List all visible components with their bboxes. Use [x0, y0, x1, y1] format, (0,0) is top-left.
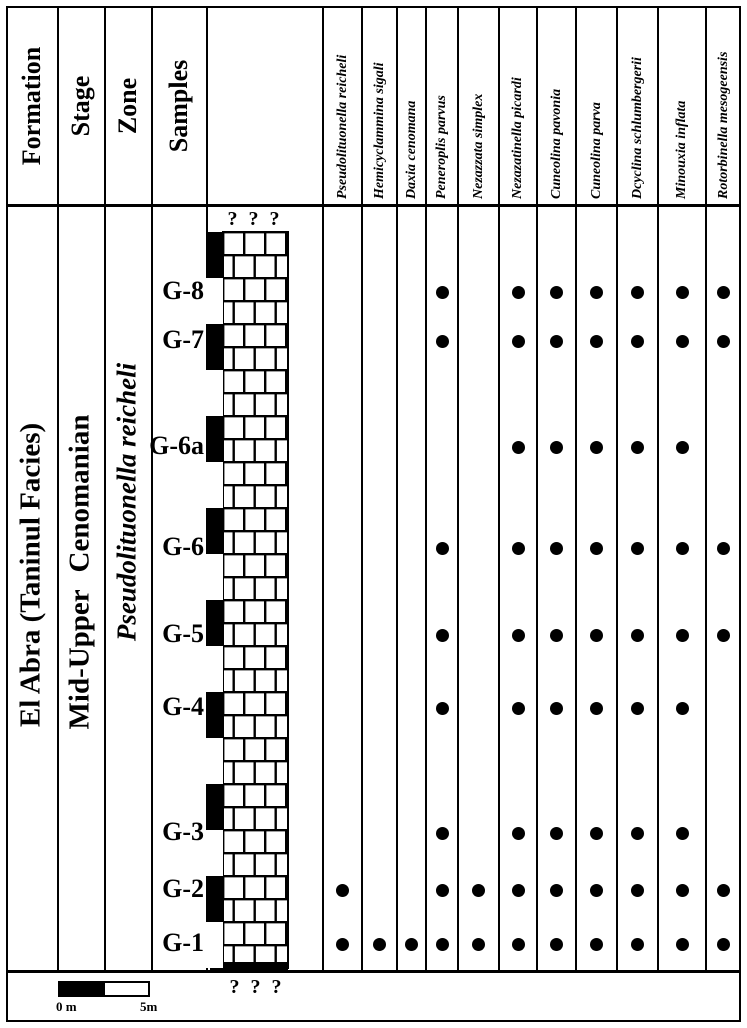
species-header-6: Nezazatinella picardi	[510, 77, 525, 199]
occurrence-dot	[590, 441, 603, 454]
sample-label-g-8: G-8	[162, 276, 204, 305]
occurrence-dot	[631, 286, 644, 299]
species-header-1: Pseudolituonella reicheli	[334, 54, 350, 199]
body-bottom-line	[7, 970, 739, 973]
sample-strip-gap	[206, 278, 223, 324]
occurrence-dot	[631, 702, 644, 715]
occurrence-dot	[676, 827, 689, 840]
species-header-8: Cuneolina parva	[588, 102, 604, 199]
species-header-4: Peneroplis parvus	[434, 95, 449, 199]
table-grid-line	[322, 8, 324, 971]
occurrence-dot	[631, 629, 644, 642]
table-grid-line	[616, 8, 618, 971]
occurrence-dot	[717, 938, 730, 951]
occurrence-dot	[631, 335, 644, 348]
occurrence-dot	[717, 286, 730, 299]
sample-label-g-2: G-2	[162, 874, 204, 903]
occurrence-dot	[590, 827, 603, 840]
occurrence-dot	[550, 335, 563, 348]
occurrence-dot	[472, 938, 485, 951]
stage-label: Mid-Upper Cenomanian	[63, 414, 96, 730]
column-header-formation: Formation	[17, 46, 46, 166]
sample-strip-block	[206, 324, 223, 370]
occurrence-dot	[676, 286, 689, 299]
sample-strip-block	[206, 416, 223, 462]
species-header-3: Daxia cenomana	[403, 100, 419, 199]
occurrence-dot	[717, 884, 730, 897]
sample-strip-gap	[206, 922, 223, 968]
occurrence-dot	[550, 938, 563, 951]
occurrence-dot	[550, 286, 563, 299]
occurrence-dot	[676, 938, 689, 951]
sample-strip-block	[206, 876, 223, 922]
occurrence-dot	[405, 938, 418, 951]
occurrence-dot	[590, 884, 603, 897]
table-grid-line	[57, 8, 59, 971]
occurrence-dot	[436, 286, 449, 299]
occurrence-dot	[717, 335, 730, 348]
sample-strip-block	[206, 508, 223, 554]
sample-label-g-6a: G-6a	[149, 431, 204, 460]
occurrence-dot	[512, 629, 525, 642]
occurrence-dot	[590, 286, 603, 299]
occurrence-dot	[676, 884, 689, 897]
species-header-7: Cuneolina pavonia	[548, 88, 564, 199]
occurrence-dot	[550, 629, 563, 642]
occurrence-dot	[631, 827, 644, 840]
limestone-column	[222, 231, 289, 969]
occurrence-dot	[550, 702, 563, 715]
sample-strip-block	[206, 600, 223, 646]
sample-strip-gap	[206, 646, 223, 692]
sample-label-g-5: G-5	[162, 619, 204, 648]
table-grid-line	[457, 8, 459, 971]
occurrence-dot	[676, 702, 689, 715]
table-grid-line	[151, 8, 153, 971]
occurrence-dot	[590, 542, 603, 555]
table-grid-line	[575, 8, 577, 971]
occurrence-dot	[336, 938, 349, 951]
scale-start-label: 0 m	[56, 999, 77, 1014]
species-header-10: Minouxia inflata	[674, 100, 689, 199]
species-header-11: Rotorbinella mesogeensis	[715, 51, 731, 199]
occurrence-dot	[631, 542, 644, 555]
occurrence-dot	[676, 629, 689, 642]
scale-bar-filled-segment	[58, 981, 103, 997]
table-grid-line	[104, 8, 106, 971]
occurrence-dot	[717, 629, 730, 642]
occurrence-dot	[590, 702, 603, 715]
header-divider-line	[7, 204, 739, 207]
occurrence-dot	[676, 542, 689, 555]
occurrence-dot	[436, 884, 449, 897]
table-grid-line	[657, 8, 659, 971]
sample-strip-block	[206, 692, 223, 738]
uncertainty-bottom: ? ? ?	[229, 976, 285, 998]
occurrence-dot	[590, 629, 603, 642]
occurrence-dot	[436, 629, 449, 642]
occurrence-dot	[436, 827, 449, 840]
occurrence-dot	[550, 542, 563, 555]
sample-label-g-1: G-1	[162, 928, 204, 957]
occurrence-dot	[512, 441, 525, 454]
table-grid-line	[498, 8, 500, 971]
table-grid-line	[536, 8, 538, 971]
occurrence-dot	[631, 441, 644, 454]
column-header-samples: Samples	[164, 59, 193, 153]
occurrence-dot	[373, 938, 386, 951]
occurrence-dot	[512, 938, 525, 951]
uncertainty-top: ? ? ?	[227, 208, 283, 230]
occurrence-dot	[631, 884, 644, 897]
occurrence-dot	[512, 827, 525, 840]
sample-label-g-4: G-4	[162, 692, 204, 721]
sample-label-g-3: G-3	[162, 817, 204, 846]
sample-strip-block	[206, 784, 223, 830]
sample-strip-gap	[206, 370, 223, 416]
occurrence-dot	[676, 441, 689, 454]
sample-strip-gap	[206, 462, 223, 508]
species-header-5: Nezazzata simplex	[470, 93, 486, 199]
occurrence-dot	[512, 335, 525, 348]
table-grid-line	[425, 8, 427, 971]
scale-bar-open-segment	[103, 981, 150, 997]
species-header-9: Dcyclina schlumbergerii	[629, 57, 645, 199]
occurrence-dot	[436, 938, 449, 951]
occurrence-dot	[717, 542, 730, 555]
occurrence-dot	[512, 286, 525, 299]
occurrence-dot	[512, 884, 525, 897]
occurrence-dot	[472, 884, 485, 897]
occurrence-dot	[512, 702, 525, 715]
table-grid-line	[396, 8, 398, 971]
sample-strip-gap	[206, 830, 223, 876]
column-header-stage: Stage	[66, 75, 95, 137]
table-grid-line	[705, 8, 707, 971]
column-header-zone: Zone	[113, 77, 142, 135]
occurrence-dot	[336, 884, 349, 897]
occurrence-dot	[676, 335, 689, 348]
occurrence-dot	[631, 938, 644, 951]
occurrence-dot	[550, 884, 563, 897]
sample-label-g-6: G-6	[162, 532, 204, 561]
sample-strip-block	[206, 232, 223, 278]
scale-end-label: 5m	[140, 999, 158, 1014]
formation-label: El Abra (Taninul Facies)	[14, 422, 47, 728]
occurrence-dot	[590, 335, 603, 348]
sample-strip-gap	[206, 738, 223, 784]
zone-label: Pseudolituonella reicheli	[111, 362, 142, 642]
occurrence-dot	[436, 542, 449, 555]
occurrence-dot	[436, 335, 449, 348]
table-grid-line	[361, 8, 363, 971]
occurrence-dot	[550, 827, 563, 840]
occurrence-dot	[550, 441, 563, 454]
occurrence-dot	[590, 938, 603, 951]
occurrence-dot	[436, 702, 449, 715]
sample-label-g-7: G-7	[162, 325, 204, 354]
species-header-2: Hemicyclammina sigali	[371, 62, 387, 199]
occurrence-dot	[512, 542, 525, 555]
sample-strip-gap	[206, 554, 223, 600]
